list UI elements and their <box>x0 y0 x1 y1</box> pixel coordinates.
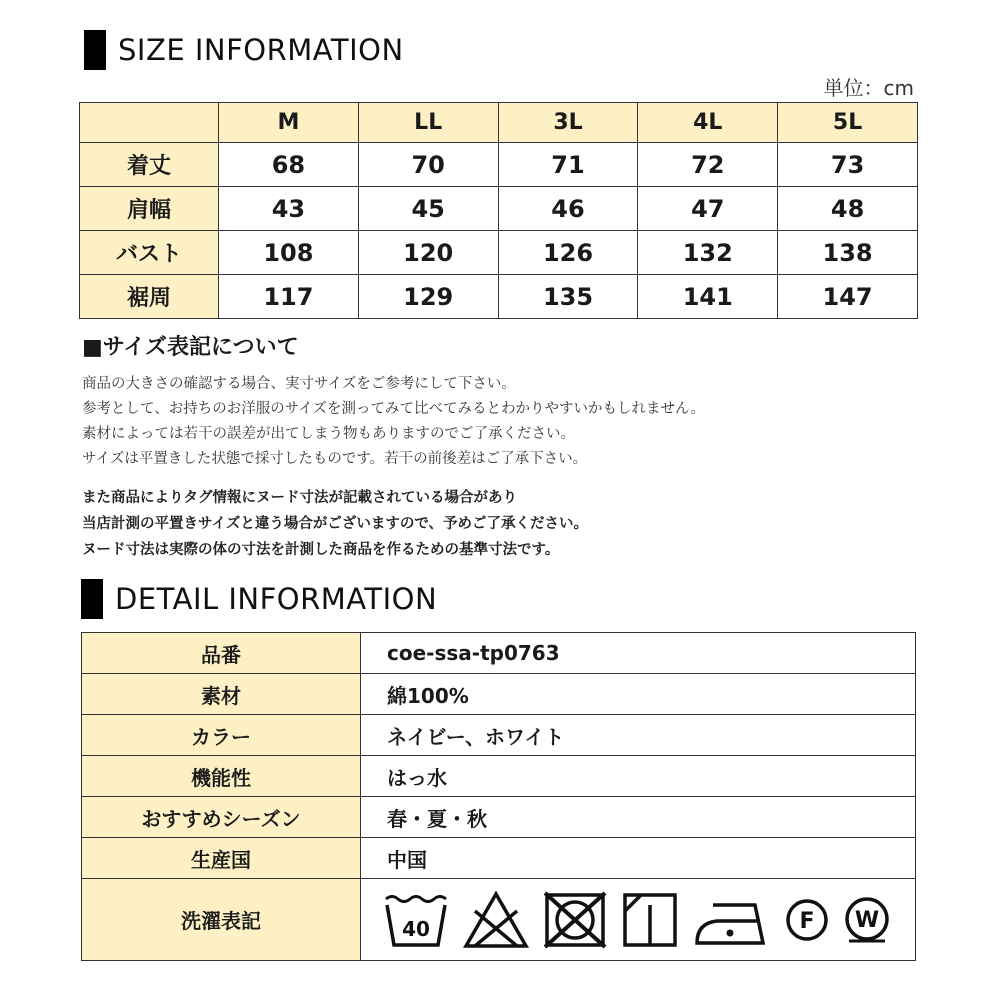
size-col-header: 3L <box>498 103 638 143</box>
no-bleach-icon <box>463 891 529 949</box>
size-cell: 46 <box>498 187 638 231</box>
size-table <box>79 102 918 319</box>
size-cell: 108 <box>219 231 359 275</box>
size-cell: 73 <box>778 143 918 187</box>
detail-label: 機能性 <box>82 756 361 797</box>
detail-row <box>82 756 916 797</box>
detail-row <box>82 797 916 838</box>
size-row-label: 裾周 <box>80 275 219 319</box>
size-cell: 129 <box>358 275 498 319</box>
size-cell: 135 <box>498 275 638 319</box>
detail-label: 素材 <box>82 674 361 715</box>
note-bold-line: また商品によりタグ情報にヌード寸法が記載されている場合があり <box>82 490 517 506</box>
wash-temp-text: 40 <box>402 916 430 941</box>
detail-row <box>82 633 916 674</box>
detail-section-title: DETAIL INFORMATION <box>115 582 438 616</box>
detail-label: おすすめシーズン <box>82 797 361 838</box>
size-row-bust <box>80 231 918 275</box>
note-line: 参考として、お持ちのお洋服のサイズを測ってみて比べてみるとわかりやすいかもしれません。 <box>82 401 705 417</box>
size-cell: 45 <box>358 187 498 231</box>
no-tumble-dry-icon <box>543 891 607 949</box>
size-notes-bold <box>82 485 588 563</box>
wash-40-icon <box>383 891 449 949</box>
size-cell: 126 <box>498 231 638 275</box>
size-cell: 117 <box>219 275 359 319</box>
detail-value: 春・夏・秋 <box>361 797 916 838</box>
detail-label: 品番 <box>82 633 361 674</box>
unit-label: 単位：cm <box>823 76 914 100</box>
wet-clean-w-icon <box>843 895 891 945</box>
detail-table <box>81 632 916 961</box>
detail-label: 生産国 <box>82 838 361 879</box>
size-cell: 147 <box>778 275 918 319</box>
detail-row <box>82 674 916 715</box>
size-row-label: 着丈 <box>80 143 219 187</box>
size-row-label: 肩幅 <box>80 187 219 231</box>
note-line: サイズは平置きした状態で採寸したものです。若干の前後差はご了承下さい。 <box>82 451 588 467</box>
dry-clean-f-text: F <box>799 908 815 934</box>
size-cell: 70 <box>358 143 498 187</box>
size-row-label: バスト <box>80 231 219 275</box>
size-section-title: SIZE INFORMATION <box>118 33 404 67</box>
size-cell: 72 <box>638 143 778 187</box>
detail-section-heading <box>81 579 437 619</box>
size-col-header: 5L <box>778 103 918 143</box>
note-bold-line: ヌード寸法は実際の体の寸法を計測した商品を作るための基準寸法です。 <box>82 542 560 558</box>
detail-value: ネイビー、ホワイト <box>361 715 916 756</box>
size-cell: 141 <box>638 275 778 319</box>
detail-label: カラー <box>82 715 361 756</box>
size-col-header: 4L <box>638 103 778 143</box>
size-notes <box>82 372 705 472</box>
size-row-shoulder <box>80 187 918 231</box>
care-icons <box>383 891 915 949</box>
detail-row <box>82 715 916 756</box>
size-cell: 47 <box>638 187 778 231</box>
note-bold-line: 当店計測の平置きサイズと違う場合がございますので、予めご了承ください。 <box>82 516 589 532</box>
detail-value: 中国 <box>361 838 916 879</box>
dry-clean-f-icon <box>785 897 829 943</box>
detail-row-care <box>82 879 916 961</box>
detail-label: 洗濯表記 <box>82 879 361 961</box>
note-line: 素材によっては若干の誤差が出てしまう物もありますのでご了承ください。 <box>82 426 575 442</box>
size-cell: 138 <box>778 231 918 275</box>
size-row-length <box>80 143 918 187</box>
size-col-header: M <box>219 103 359 143</box>
size-cell: 132 <box>638 231 778 275</box>
size-cell: 43 <box>219 187 359 231</box>
iron-low-icon <box>693 891 771 949</box>
size-cell: 68 <box>219 143 359 187</box>
size-row-hem <box>80 275 918 319</box>
size-col-header: LL <box>358 103 498 143</box>
size-section-heading <box>84 30 404 70</box>
size-notes-heading: ■サイズ表記について <box>82 335 299 360</box>
line-dry-icon <box>621 891 679 949</box>
detail-value: 綿100% <box>361 674 916 715</box>
size-header-corner <box>80 103 219 143</box>
size-table-header <box>80 103 918 143</box>
detail-row <box>82 838 916 879</box>
size-cell: 120 <box>358 231 498 275</box>
wet-clean-w-text: W <box>854 907 880 933</box>
note-line: 商品の大きさの確認する場合、実寸サイズをご参考にして下さい。 <box>82 376 516 392</box>
detail-value: はっ水 <box>361 756 916 797</box>
size-cell: 48 <box>778 187 918 231</box>
heading-bar <box>81 579 103 619</box>
heading-bar <box>84 30 106 70</box>
size-cell: 71 <box>498 143 638 187</box>
detail-value: coe-ssa-tp0763 <box>361 633 916 674</box>
care-icons-cell <box>361 879 916 961</box>
